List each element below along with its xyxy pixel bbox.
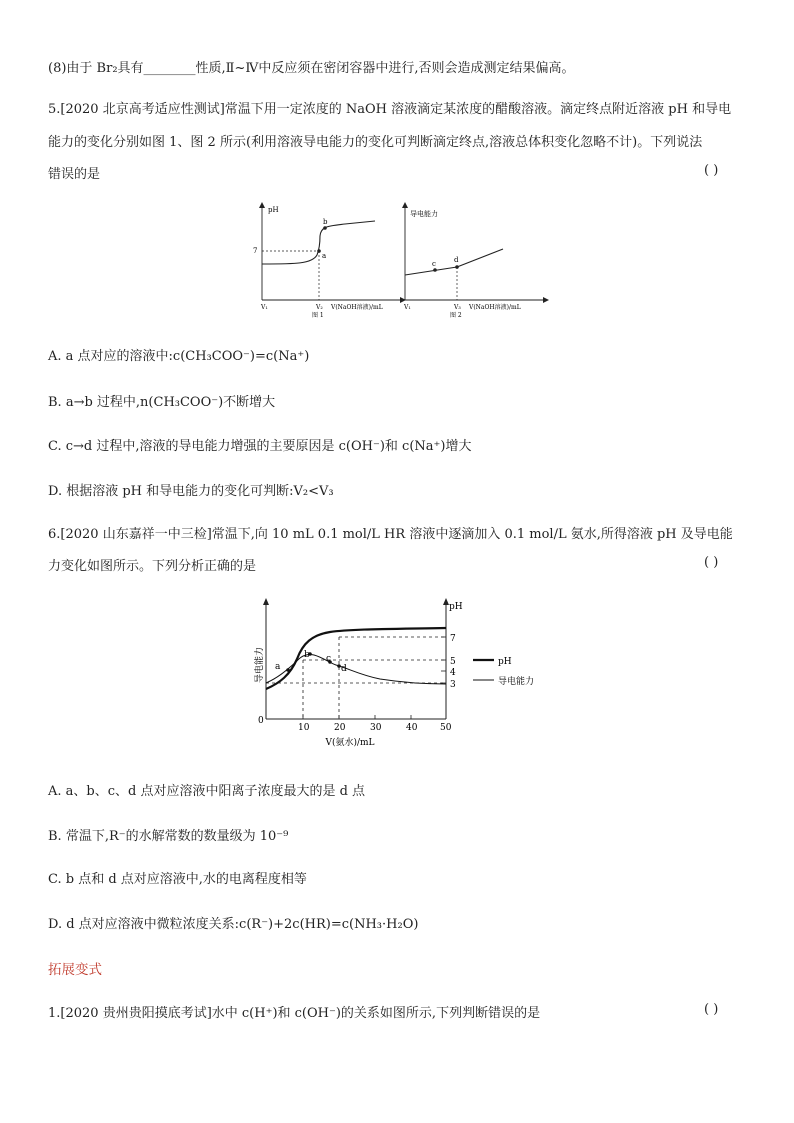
q5-figure-1 [250,200,410,320]
q6-xtick-20: 20 [334,723,346,733]
q5-option-d: D. 根据溶液 pH 和导电能力的变化可判断:V₂<V₃ [48,484,334,499]
q5-figure-2 [395,200,555,320]
fig1-caption: 图 1 [312,312,324,319]
fig1-v1: V₁ [261,304,268,311]
q6-option-b: B. 常温下,R⁻的水解常数的数量级为 10⁻⁹ [48,829,289,844]
q6-label-b: b [304,650,310,660]
q5-stem-line2: 能力的变化分别如图 1、图 2 所示(利用溶液导电能力的变化可判断滴定终点,溶液总体积变化忽略不计)。下列说法 [48,135,703,150]
q6-yright-label: pH [449,602,463,612]
q6-conductivity-curve [266,654,446,684]
q5-option-a: A. a 点对应的溶液中:c(CH₃COO⁻)=c(Na⁺) [48,349,310,364]
fig2-line-after [457,249,503,267]
q6-label-a: a [275,662,281,672]
fig1-point-a [317,249,321,253]
tq1-answer-paren: ( ) [704,1002,719,1017]
q5-answer-paren: ( ) [704,163,719,178]
q5-option-b: B. a→b 过程中,n(CH₃COO⁻)不断增大 [48,395,276,410]
q6-stem-line1: 6.[2020 山东嘉祥一中三检]常温下,向 10 mL 0.1 mol/L HR 溶液中逐滴加入 0.1 mol/L 氨水,所得溶液 pH 及导电能 [48,527,733,542]
q5-stem-line1: 5.[2020 北京高考适应性测试]常温下用一定浓度的 NaOH 溶液滴定某浓度的醋酸溶液。滴定终点附近溶液 pH 和导电 [48,102,732,117]
q6-yleft-label: 导电能力 [255,646,265,684]
q6-xtick-50: 50 [440,723,452,733]
fig1-v2: V₂ [316,304,323,311]
q6-yright-7: 7 [450,634,456,644]
fig2-v1: V₁ [404,304,411,311]
tq1-stem: 1.[2020 贵州贵阳摸底考试]水中 c(H⁺)和 c(OH⁻)的关系如图所示,下列判断错误的是 [48,1006,541,1021]
fig1-ylabel: pH [268,206,279,214]
fig1-y7: 7 [253,247,258,255]
q6-xtick-30: 30 [370,723,382,733]
q6-origin: 0 [258,716,264,726]
q6-stem-line2: 力变化如图所示。下列分析正确的是 [48,559,257,574]
q5-option-c: C. c→d 过程中,溶液的导电能力增强的主要原因是 c(OH⁻)和 c(Na⁺)增大 [48,439,472,454]
fig2-v3: V₃ [454,304,461,311]
fig2-label-c: c [432,260,436,268]
fig1-point-b [323,226,327,230]
fig1-label-a: a [322,252,327,260]
question-8-text: (8)由于 Br₂具有________性质,Ⅱ~Ⅳ中反应须在密闭容器中进行,否则会造成测定结果偏高。 [48,61,575,76]
q6-yright-3: 3 [450,680,456,690]
fig2-label-d: d [454,256,459,264]
q5-stem-line3: 错误的是 [48,167,101,182]
q6-yright-4: 4 [450,668,456,678]
q6-label-d: d [341,664,347,674]
section-title: 拓展变式 [48,962,102,978]
q6-yright-5: 5 [450,657,456,667]
fig2-ylabel: 导电能力 [410,210,438,218]
fig2-xlabel: V(NaOH溶液)/mL [469,304,521,311]
fig1-label-b: b [323,218,328,226]
q6-answer-paren: ( ) [704,555,719,570]
q6-option-a: A. a、b、c、d 点对应溶液中阳离子浓度最大的是 d 点 [48,784,366,799]
fig1-xlabel: V(NaOH溶液)/mL [331,304,383,311]
q6-legend-ph: pH [498,657,512,667]
q6-figure [240,595,560,755]
q6-xlabel: V(氨水)/mL [325,738,375,748]
q6-point-a [286,668,290,672]
fig2-caption: 图 2 [450,312,462,319]
fig2-point-d [455,265,459,269]
q6-option-d: D. d 点对应溶液中微粒浓度关系:c(R⁻)+2c(HR)=c(NH₃·H₂O) [48,917,419,932]
q6-xtick-40: 40 [406,723,418,733]
fig1-ph-curve [262,221,375,264]
q6-option-c: C. b 点和 d 点对应溶液中,水的电离程度相等 [48,872,307,887]
q6-label-c: c [326,654,332,664]
q6-xtick-10: 10 [298,723,310,733]
fig2-line-before [405,267,457,275]
fig2-point-c [433,268,437,272]
q6-legend-cond: 导电能力 [498,677,535,687]
